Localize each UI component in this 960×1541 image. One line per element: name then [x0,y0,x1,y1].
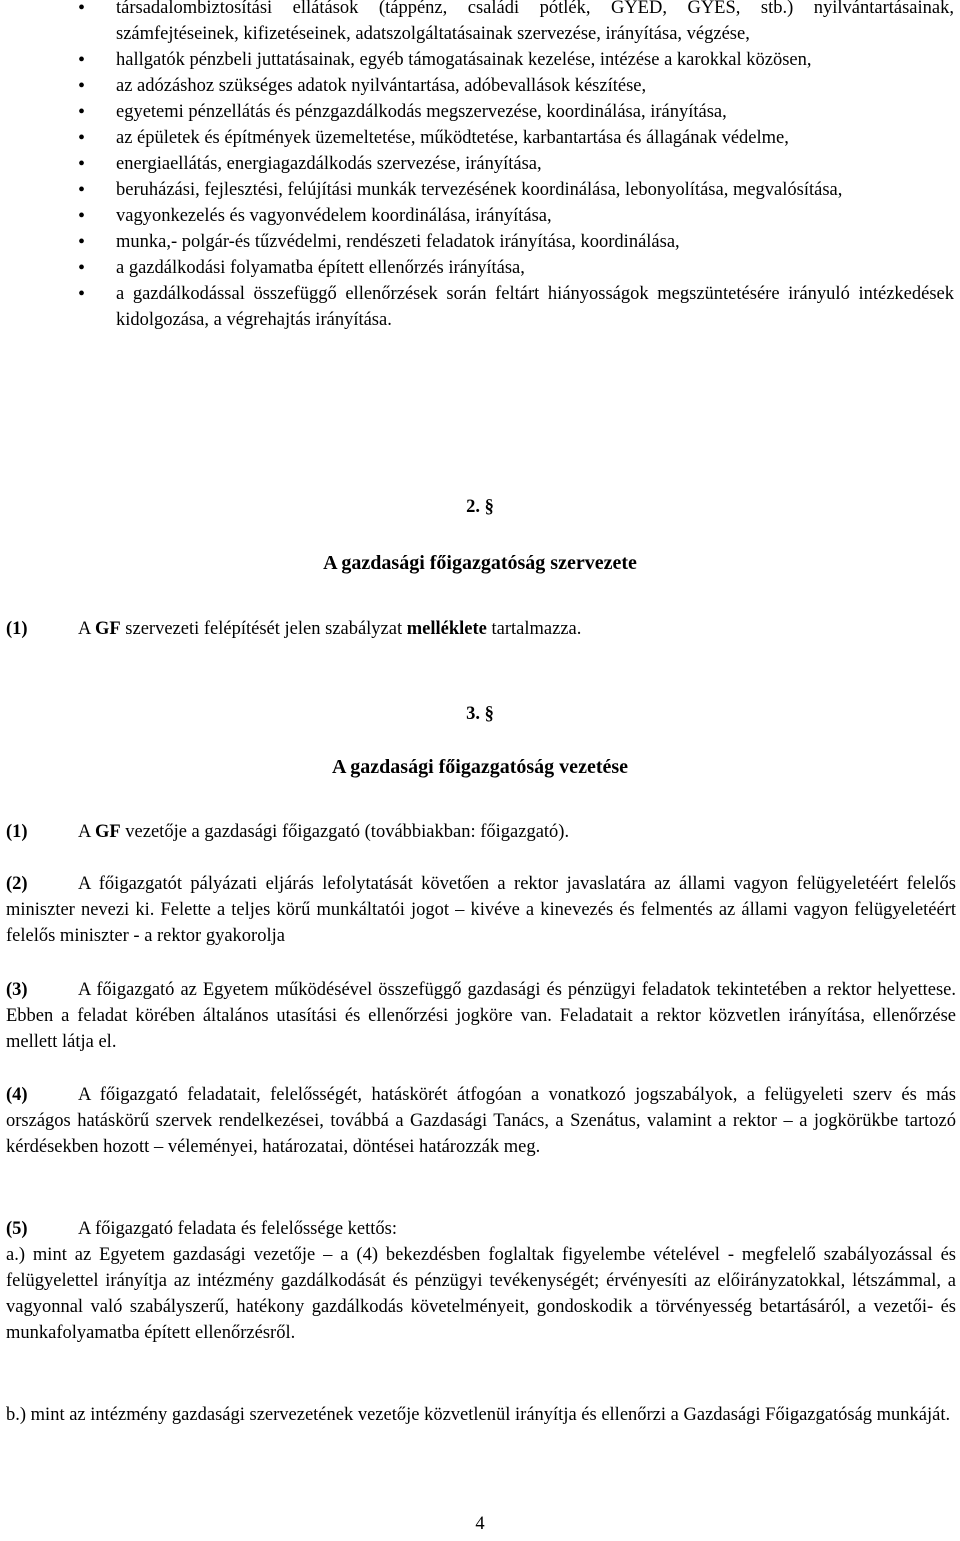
section-3-paragraph-4: (4) A főigazgató feladatait, felelősségét, hatáskörét átfogóan a vonatkozó jogszabályok, a felügyeleti szerv és más országos hatáskörű szervek rendelkezései, továbbá a Gazdasági Tanács, a Szenátus, valamint a rektor – a jogkörükbe tartozó kérdésekben hozott – véleményei, határozatai, döntései határozzák meg. [6,1082,956,1160]
annex-reference: melléklete [406,619,487,639]
list-item: • hallgatók pénzbeli juttatásainak, egyéb támogatásainak kezelése, intézése a karokkal közösen, [0,47,960,73]
section-3-paragraph-3: (3) A főigazgató az Egyetem működésével összefüggő gazdasági és pénzügyi feladatok tekintetében a rektor helyettese. Ebben a feladat körében általános utasítási és ellenőrzési jogköre van. Feladatait a rektor közvetlen irányítása, ellenőrzése mellett látja el. [6,977,956,1055]
section-3-number: 3. § [466,704,494,724]
paragraph-number: (1) [6,619,28,639]
page-number: 4 [475,1514,485,1534]
list-item: • a gazdálkodási folyamatba épített ellenőrzés irányítása, [0,255,960,281]
paragraph-number: (3) [6,980,28,1000]
list-item: • munka,- polgár-és tűzvédelmi, rendészeti feladatok irányítása, koordinálása, [0,229,960,255]
list-item: • a gazdálkodással összefüggő ellenőrzések során feltárt hiányosságok megszüntetésére irányuló intézkedések kidolgozása, a végrehajtás irányítása. [0,281,960,333]
section-3-paragraph-5: (5) A főigazgató feladata és felelőssége kettős: [6,1216,956,1242]
list-item: • társadalombiztosítási ellátások (táppénz, családi pótlék, GYED, GYES, stb.) nyilvántartásainak, számfejtéseinek, kifizetéseinek, adatszolgáltatásainak szervezése, irányítása, végzése, [0,0,960,47]
section-3-paragraph-1: (1) A GF vezetője a gazdasági főigazgató (továbbiakban: főigazgató). [6,819,956,845]
section-3-paragraph-5b: b.) mint az intézmény gazdasági szervezetének vezetője közvetlenül irányítja és ellenőrzi a Gazdasági Főigazgatóság munkáját. [6,1405,951,1425]
list-item: • energiaellátás, energiagazdálkodás szervezése, irányítása, [0,151,960,177]
gf-abbreviation: GF [94,822,121,842]
section-3-paragraph-5a: a.) mint az Egyetem gazdasági vezetője – a (4) bekezdésben foglaltak figyelembe vételével - megfelelő szabályozással és felügyelettel irányítja az intézmény gazdálkodását és pénzügyi tevékenységét; érvényesíti az előirányzatokkal, létszámmal, a vagyonnal való szabályszerű, hatékony gazdálkodás követelményeit, gondoskodik a törvényesség betartásáról, a vezetői- és munkafolyamatba épített ellenőrzésről. [6,1245,956,1343]
list-item: • egyetemi pénzellátás és pénzgazdálkodás megszervezése, koordinálása, irányítása, [0,99,960,125]
paragraph-number: (5) [6,1219,28,1239]
section-3-paragraph-2: (2) A főigazgatót pályázati eljárás lefolytatását követően a rektor javaslatára az állami vagyon felügyeletéért felelős miniszter nevezi ki. Felette a teljes körű munkáltatói jogot – kivéve a kinevezés és felmentés az állami vagyon felügyeletéért felelős miniszter - a rektor gyakorolja [6,871,956,949]
paragraph-number: (1) [6,822,28,842]
gf-abbreviation: GF [94,619,121,639]
section-2-number: 2. § [466,497,494,517]
list-item: • vagyonkezelés és vagyonvédelem koordinálása, irányítása, [0,203,960,229]
section-2-title: A gazdasági főigazgatóság szervezete [323,552,637,574]
list-item: • az adózáshoz szükséges adatok nyilvántartása, adóbevallások készítése, [0,73,960,99]
section-3-title: A gazdasági főigazgatóság vezetése [331,756,629,778]
paragraph-number: (4) [6,1085,28,1105]
list-item: • beruházási, fejlesztési, felújítási munkák tervezésének koordinálása, lebonyolítása, megvalósítása, [0,177,960,203]
responsibility-list [0,0,960,333]
paragraph-number: (2) [6,874,28,894]
list-item: • az épületek és építmények üzemeltetése, működtetése, karbantartása és állagának védelme, [0,125,960,151]
section-2-paragraph-1: (1) A GF szervezeti felépítését jelen szabályzat melléklete tartalmazza. [6,616,956,642]
